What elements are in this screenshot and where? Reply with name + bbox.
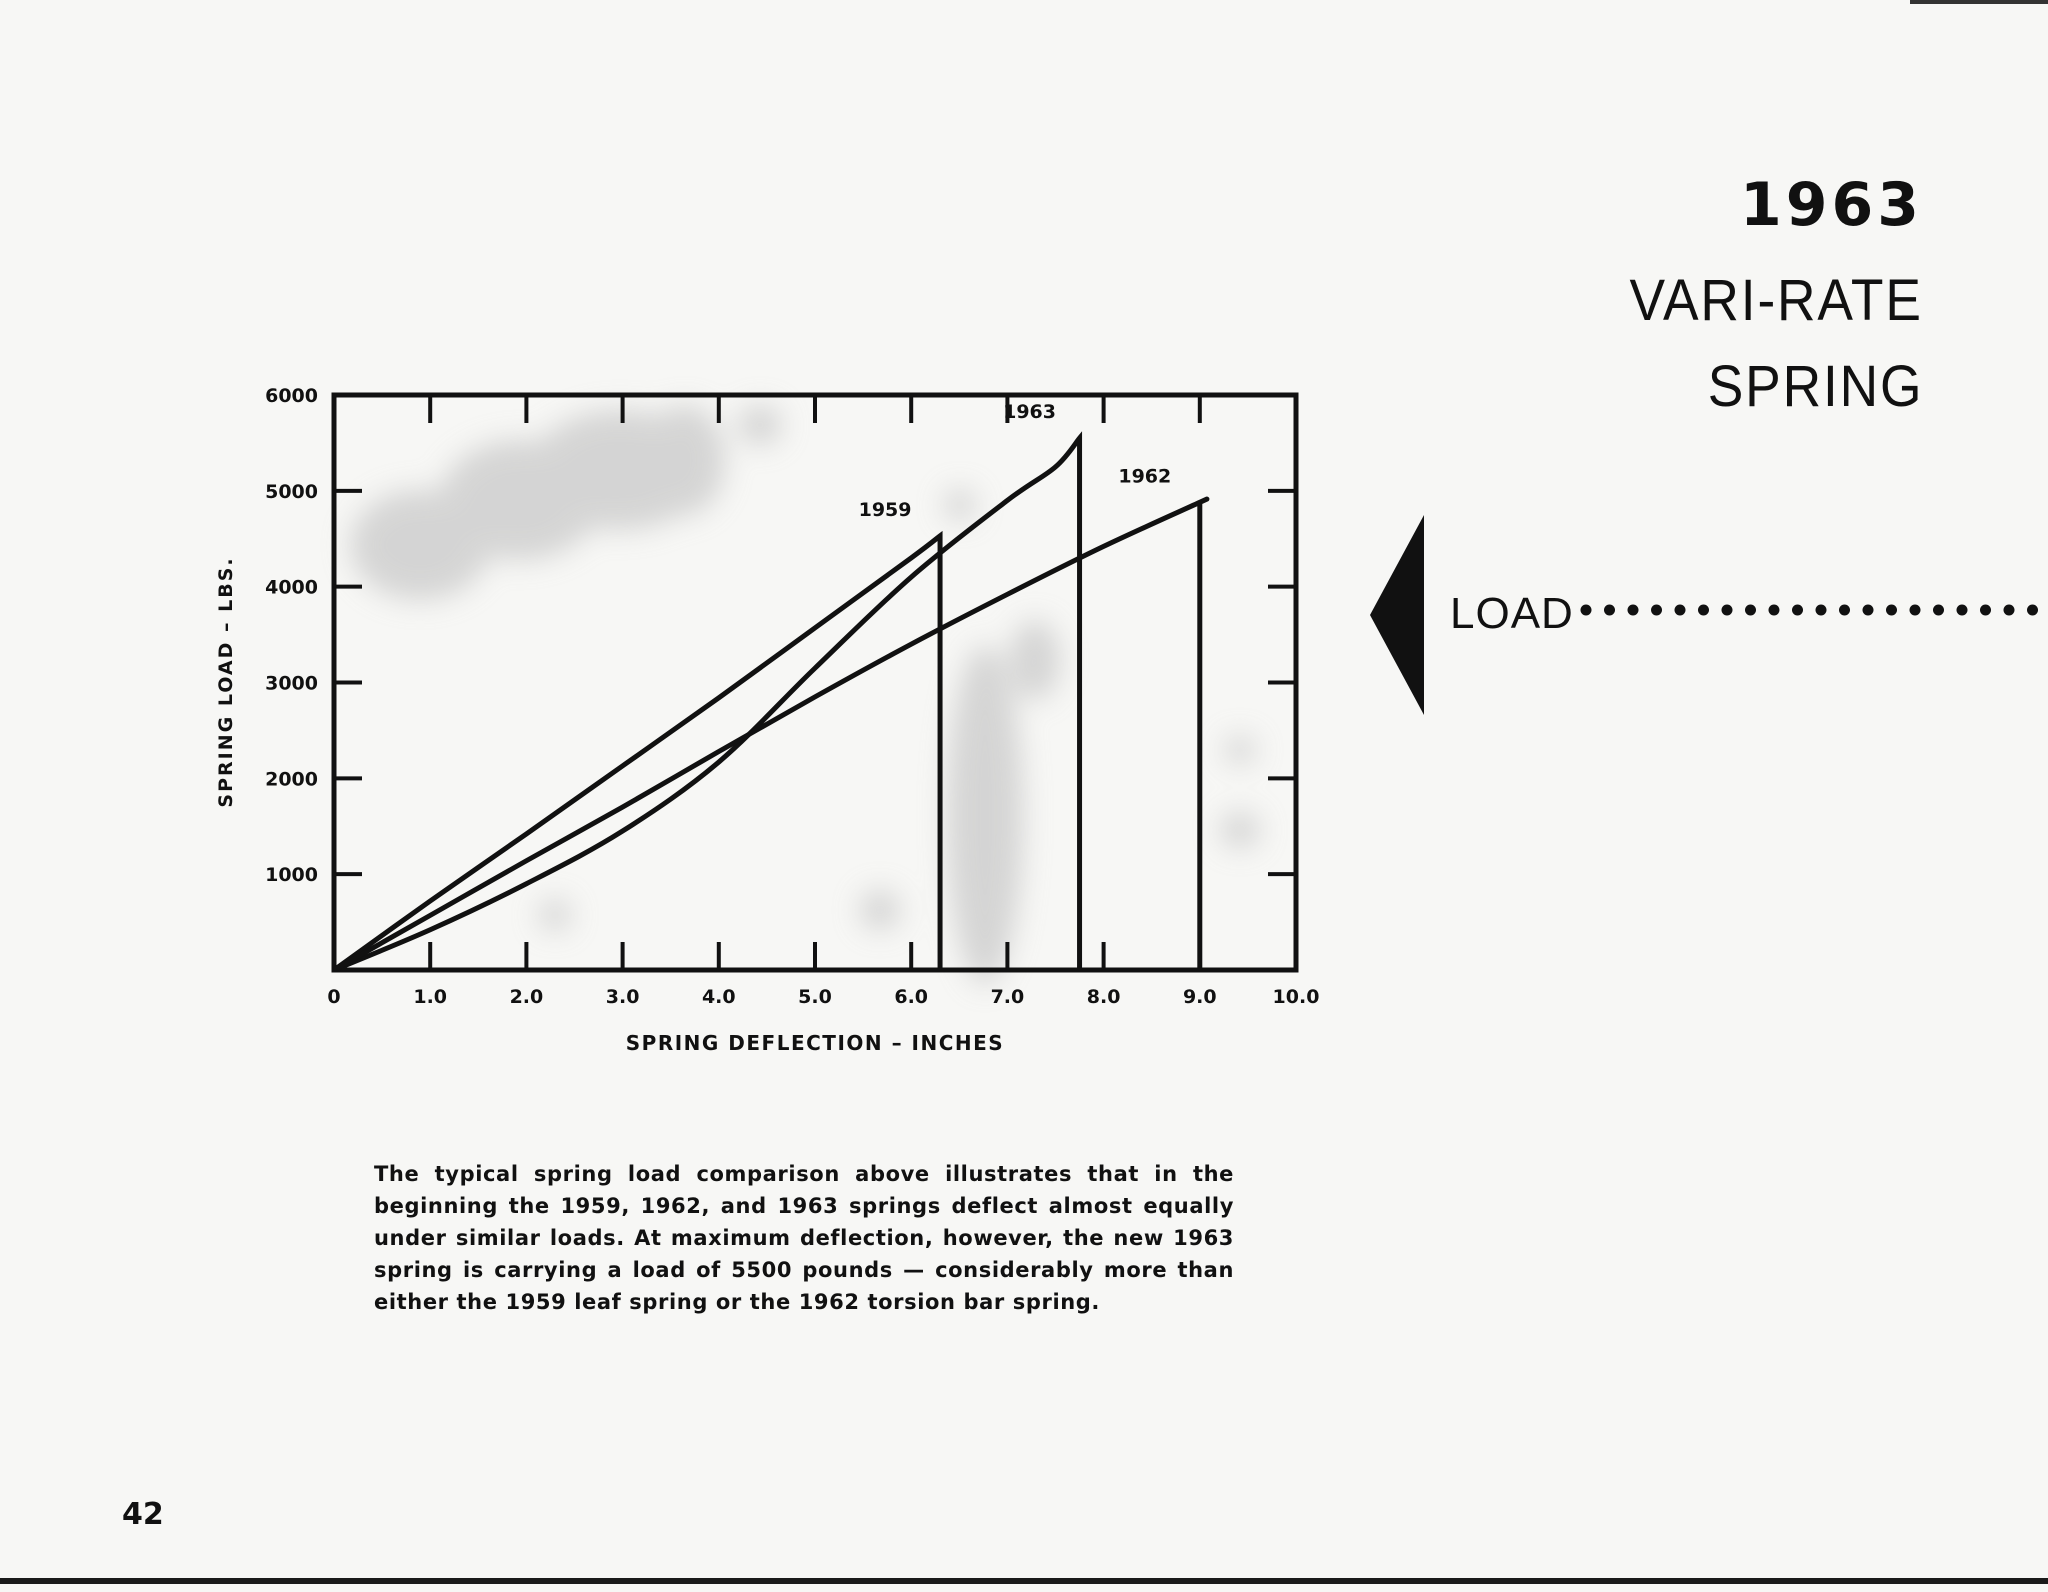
x-tick-label: 7.0	[990, 986, 1025, 1008]
x-tick-label: 1.0	[413, 986, 448, 1008]
x-tick-label: 4.0	[701, 986, 736, 1008]
x-tick-label: 5.0	[798, 986, 832, 1008]
x-axis-tick-labels	[327, 986, 1319, 1008]
y-tick-label: 1000	[265, 864, 318, 887]
x-tick-label: 3.0	[605, 986, 640, 1008]
series-line-1959	[334, 536, 940, 970]
y-tick-label: 5000	[265, 480, 318, 503]
y-tick-label: 2000	[265, 768, 318, 791]
x-tick-label: 0	[327, 986, 341, 1008]
series-labels	[859, 401, 1172, 521]
page-title-line-2: VARI-RATE	[1629, 268, 1923, 333]
y-tick-label: 3000	[265, 672, 318, 695]
page-title-year: 1963	[1740, 170, 1923, 240]
page-title-line-3: SPRING	[1707, 354, 1923, 419]
bottom-edge-rule	[0, 1578, 2048, 1584]
x-tick-label: 9.0	[1182, 986, 1217, 1008]
background-smudges	[350, 405, 1260, 985]
series-label-1959: 1959	[858, 498, 912, 521]
x-axis-label: SPRING DEFLECTION – INCHES	[625, 1031, 1005, 1055]
series-label-1962: 1962	[1118, 465, 1172, 488]
x-tick-label: 6.0	[894, 986, 929, 1008]
page-number: 42	[122, 1497, 164, 1532]
y-axis-label: SPRING LOAD – LBS.	[215, 556, 237, 808]
x-tick-label: 8.0	[1086, 986, 1121, 1008]
y-axis-tick-labels	[265, 385, 318, 886]
y-tick-label: 6000	[265, 385, 318, 407]
load-label: LOAD	[1450, 589, 1574, 638]
x-tick-label: 2.0	[509, 986, 544, 1008]
y-tick-label: 4000	[265, 576, 318, 599]
x-tick-label: 10.0	[1272, 986, 1320, 1008]
chart-caption: The typical spring load comparison above illustrates that in the beginning the 1959, 1962, and 1963 springs deflect almost equally under similar loads. At maximum deflection, however, the new 1963 spring is carrying a load of 5500 pounds — considerably more than either the 1959 leaf spring or the 1962 torsion bar spring.	[374, 1162, 1234, 1314]
series-label-1963: 1963	[1003, 401, 1056, 424]
